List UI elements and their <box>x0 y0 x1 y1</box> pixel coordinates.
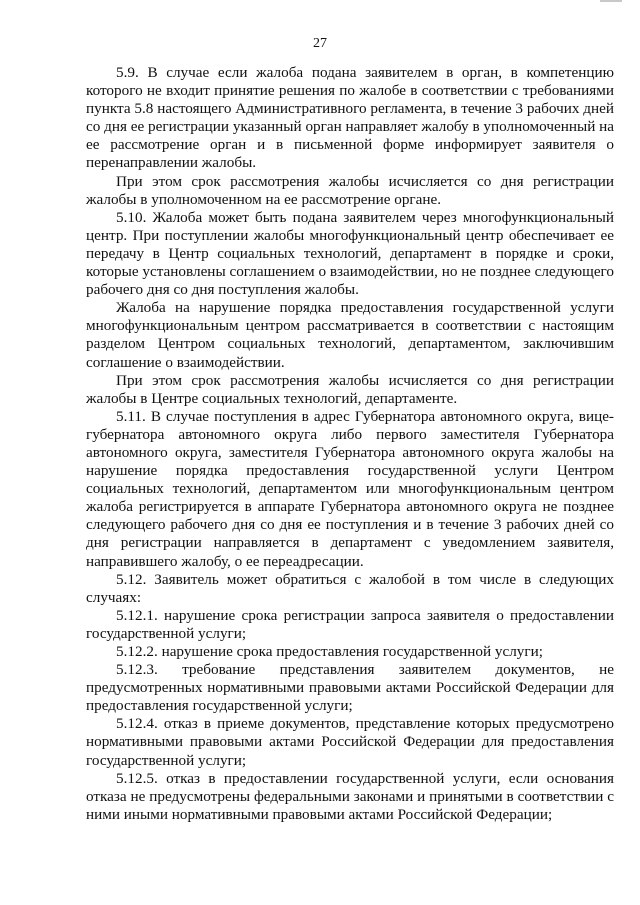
paragraph-5-11: 5.11. В случае поступления в адрес Губернатора автономного округа, вице-губернатора автономного округа либо первого заместителя Губернатора автономного округа, заместителя Губернатора автономного округа жалобы на нарушение порядка предоставления государственной услуги Центром социальных технологий, департаментом или многофункциональным центром жалоба регистрируется в аппарате Губернатора автономного округа не позднее следующего рабочего дня со дня ее поступления и в течение 3 рабочих дней со дня регистрации направляется в департамент с уведомлением заявителя, направившего жалобу, о ее переадресации. <box>86 407 614 570</box>
paragraph-5-12-5: 5.12.5. отказ в предоставлении государственной услуги, если основания отказа не предусмотрены федеральными законами и принятыми в соответствии с ними иными нормативными правовыми актами Российской Федерации; <box>86 769 614 823</box>
paragraph-5-12-2: 5.12.2. нарушение срока предоставления государственной услуги; <box>116 643 543 660</box>
paragraph-5-9-term: При этом срок рассмотрения жалобы исчисляется со дня регистрации жалобы в уполномоченном на ее рассмотрение органе. <box>86 172 614 208</box>
document-body <box>86 64 614 824</box>
paragraph-5-12-4: 5.12.4. отказ в приеме документов, представление которых предусмотрено нормативными правовыми актами Российской Федерации для предоставления государственной услуги; <box>86 715 614 769</box>
paragraph-5-10: 5.10. Жалоба может быть подана заявителем через многофункциональный центр. При поступлении жалобы многофункциональный центр обеспечивает ее передачу в Центр социальных технологий, департамент в порядке и сроки, которые установлены соглашением о взаимодействии, но не позднее следующего рабочего дня со дня поступления жалобы. <box>86 208 614 299</box>
paragraph-5-10-term: При этом срок рассмотрения жалобы исчисляется со дня регистрации жалобы в Центре социальных технологий, департаменте. <box>86 371 614 407</box>
page-number: 27 <box>313 36 327 51</box>
paragraph-5-12-3: 5.12.3. требование представления заявителем документов, не предусмотренных нормативными правовыми актами Российской Федерации для предоставления государственной услуги; <box>86 661 614 715</box>
paragraph-5-9: 5.9. В случае если жалоба подана заявителем в орган, в компетенцию которого не входит принятие решения по жалобе в соответствии с требованиями пункта 5.8 настоящего Административного регламента, в течение 3 рабочих дней со дня ее регистрации указанный орган направляет жалобу в уполномоченный на ее рассмотрение орган и в письменной форме информирует заявителя о перенаправлении жалобы. <box>86 64 614 172</box>
scan-edge-mark <box>600 0 622 2</box>
paragraph-5-12: 5.12. Заявитель может обратиться с жалобой в том числе в следующих случаях: <box>86 570 614 606</box>
paragraph-5-12-1: 5.12.1. нарушение срока регистрации запроса заявителя о предоставлении государственной услуги; <box>86 606 614 642</box>
paragraph-5-10-mfc: Жалоба на нарушение порядка предоставления государственной услуги многофункциональным центром рассматривается в соответствии с настоящим разделом Центром социальных технологий, департаментом, заключившим соглашение о взаимодействии. <box>86 299 614 371</box>
